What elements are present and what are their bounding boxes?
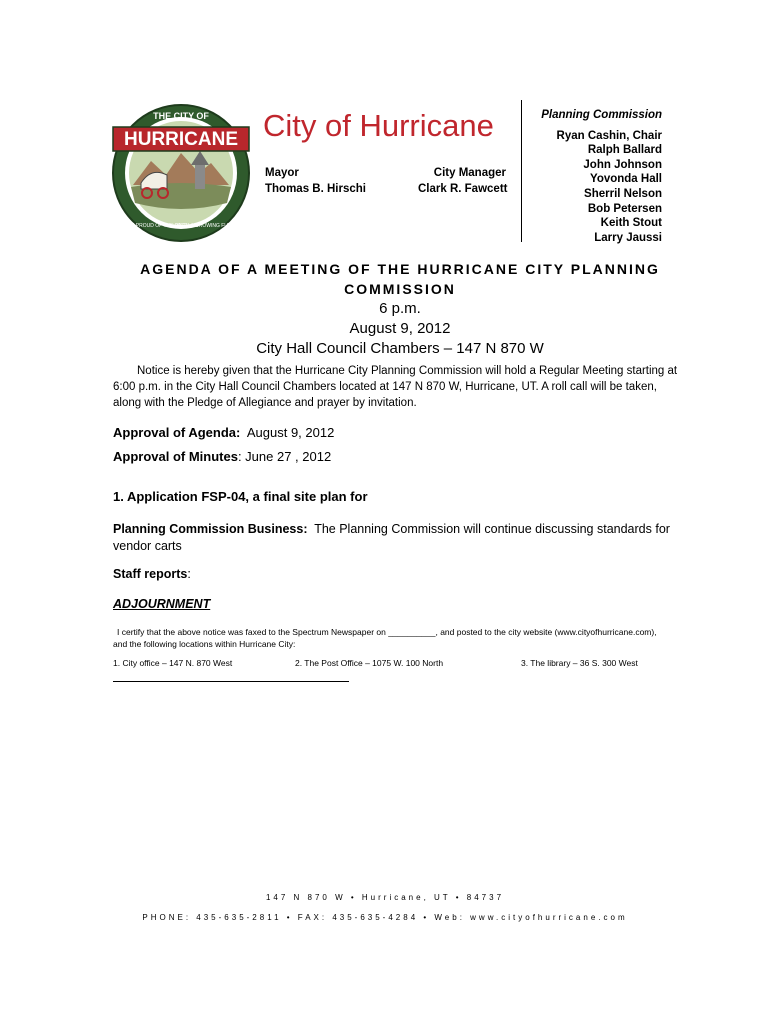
meeting-location: City Hall Council Chambers – 147 N 870 W [256,340,544,357]
staff-reports-label: Staff reports [113,567,188,581]
posting-location: 3. The library – 36 S. 300 West [521,658,638,668]
approval-of-minutes-value: : June 27 , 2012 [237,449,332,464]
approval-of-agenda [113,425,334,440]
commission-member: Ryan Cashin, Chair [556,129,662,142]
pc-business-label: Planning Commission Business: [113,522,308,536]
approval-of-agenda-value: August 9, 2012 [240,425,335,440]
signature-line [113,681,349,682]
city-title: City of Hurricane [263,108,494,143]
footer-contact: PHONE: 435-635-2811 • FAX: 435-635-4284 • Web: www.cityofhurricane.com [142,913,628,922]
mayor-title: Mayor [265,167,299,179]
application-item: 1. Application FSP-04, a final site plan for [113,489,368,504]
approval-of-agenda-label: Approval of Agenda: [113,425,241,440]
agenda-title-line-2: COMMISSION [344,281,456,297]
commission-member: Bob Petersen [587,202,662,215]
agenda-title [100,259,700,299]
commission-member: Keith Stout [600,217,662,230]
commission-member: Larry Jaussi [594,231,662,244]
meeting-time: 6 p.m. [379,300,421,317]
footer-address: 147 N 870 W • Hurricane, UT • 84737 [265,893,505,902]
seal-name-text: HURRICANE [124,129,238,150]
planning-commission-heading: Planning Commission [541,109,662,121]
seal-ring-right-text: WITH A GROWING FUTURE [176,223,242,229]
certification-statement: I certify that the above notice was faxed to the Spectrum Newspaper on __________, and posted to the city website (www.cityofhurricane.com), and the following locations within Hurricane City: [113,627,657,649]
pc-business-value: The Planning Commission will continue discussing standards for vendor carts [113,522,674,553]
meeting-date: August 9, 2012 [349,320,451,337]
city-manager-name: Clark R. Fawcett [418,183,508,195]
seal-ring-left-text: WE'RE PROUD OF THE PAST [118,223,188,229]
staff-reports-value: : [187,567,191,581]
adjournment-heading: ADJOURNMENT [113,597,211,611]
commission-member: Sherril Nelson [584,187,662,200]
header-divider [521,100,522,242]
agenda-heading [100,259,700,359]
agenda-title-line-1: AGENDA OF A MEETING OF THE HURRICANE CITY PLANNING [140,261,660,277]
planning-commission-business [113,521,673,555]
city-manager-block [418,165,506,197]
posting-location: 2. The Post Office – 1075 W. 100 North [295,658,444,668]
meeting-notice: Notice is hereby given that the Hurricane City Planning Commission will hold a Regular Meeting starting at 6:00 p.m. in the City Hall Council Chambers located at 147 N 870 W, Hurricane, UT. A roll call will be taken, along with the Pledge of Allegiance and prayer by invitation. [113,365,678,409]
commission-member: Yovonda Hall [590,173,662,186]
seal-top-text: THE CITY OF [153,111,209,121]
approval-of-minutes-label: Approval of Minutes [113,449,238,464]
posting-location: 1. City office – 147 N. 870 West [113,658,233,668]
commission-member: John Johnson [583,158,662,171]
planning-commission-roster [528,108,662,245]
city-manager-title: City Manager [433,167,506,179]
mayor-block [265,165,366,197]
mayor-name: Thomas B. Hirschi [265,183,366,195]
commission-member: Ralph Ballard [587,144,662,157]
city-seal-logo [111,103,251,243]
approval-of-minutes [113,449,331,464]
staff-reports [113,567,191,581]
